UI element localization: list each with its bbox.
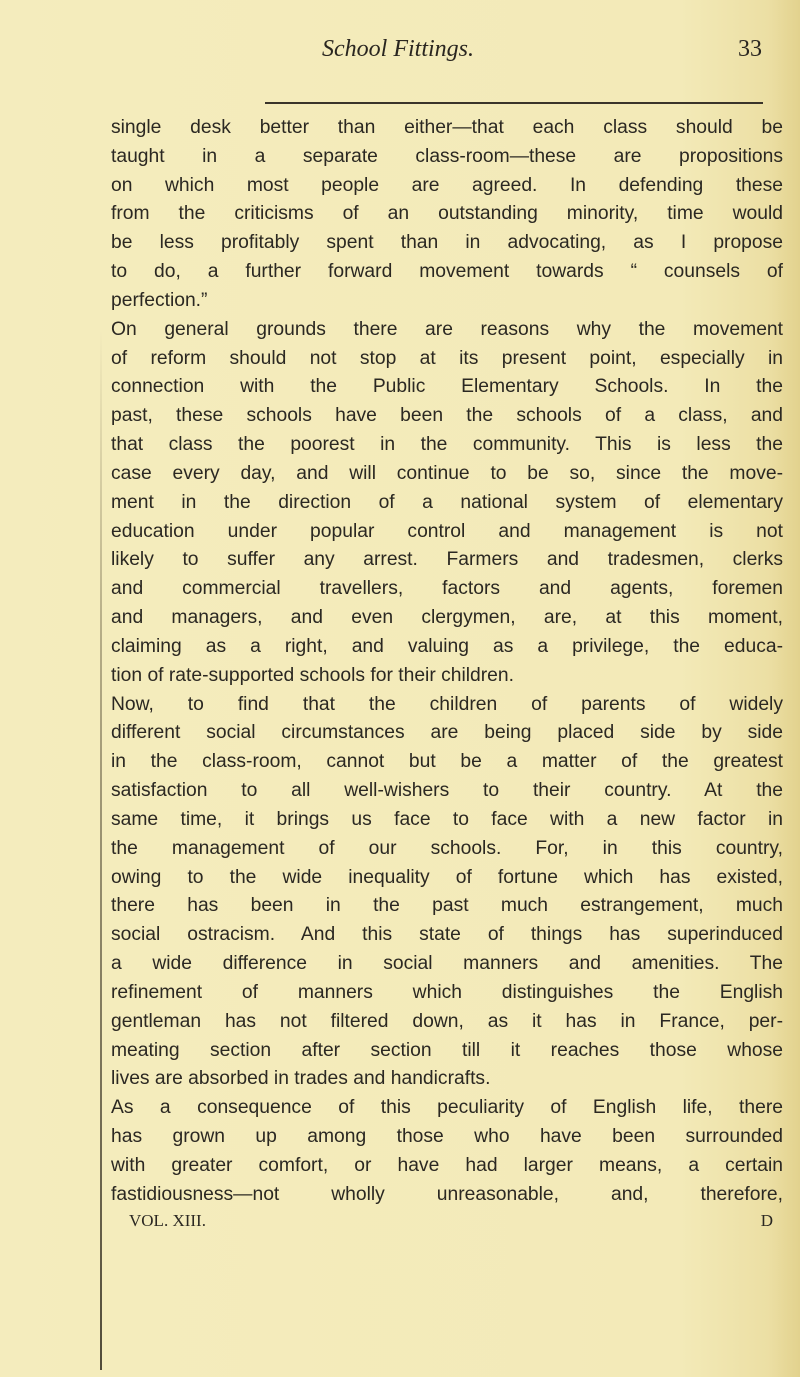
text-line: a wide difference in social manners and amenities. The [111, 953, 783, 975]
text-line: claiming as a right, and valuing as a privilege, the educa- [111, 635, 783, 657]
text-line: of reform should not stop at its present point, especially in [111, 347, 783, 369]
text-line: has grown up among those who have been surrounded [111, 1125, 783, 1147]
text-line: on which most people are agreed. In defending these [111, 174, 783, 196]
text-line: fastidiousness—not wholly unreasonable, and, therefore, [111, 1183, 783, 1205]
text-line: with greater comfort, or have had larger means, a certain [111, 1154, 783, 1176]
page-number: 33 [738, 36, 762, 62]
text-line: and commercial travellers, factors and agents, foremen [111, 578, 783, 600]
text-line: education under popular control and management is not [111, 520, 783, 542]
text-line: case every day, and will continue to be so, since the move- [111, 462, 783, 484]
body-text [111, 114, 783, 1209]
text-line: Now, to find that the children of parents of widely [111, 693, 783, 715]
text-line: single desk better than either—that each class should be [111, 117, 783, 138]
text-line: lives are absorbed in trades and handicrafts. [111, 1068, 491, 1090]
text-line: to do, a further forward movement towards “ counsels of [111, 261, 783, 283]
text-line: past, these schools have been the schools of a class, and [111, 405, 783, 427]
text-line: same time, it brings us face to face with a new factor in [111, 808, 783, 830]
text-line: On general grounds there are reasons why the movement [111, 318, 783, 340]
signature-mark: D [760, 1211, 773, 1230]
running-title: School Fittings. [322, 36, 474, 62]
volume-label: VOL. XIII. [129, 1211, 206, 1230]
text-line: be less profitably spent than in advocating, as I propose [111, 232, 783, 254]
text-line: likely to suffer any arrest. Farmers and tradesmen, clerks [111, 549, 783, 571]
text-line: perfection.” [111, 289, 208, 311]
text-line: social ostracism. And this state of things has superinduced [111, 924, 783, 946]
text-line: there has been in the past much estrangement, much [111, 895, 783, 917]
text-line: gentleman has not filtered down, as it has in France, per- [111, 1010, 783, 1032]
text-line: from the criticisms of an outstanding minority, time would [111, 203, 783, 225]
text-line: in the class-room, cannot but be a matter of the greatest [111, 751, 783, 773]
header-rule [265, 102, 763, 104]
text-line: that class the poorest in the community. This is less the [111, 434, 783, 456]
text-line: different social circumstances are being placed side by side [111, 722, 783, 744]
page-gutter-shadow [100, 330, 102, 1370]
text-line: satisfaction to all well-wishers to their country. At the [111, 780, 783, 802]
text-line: refinement of manners which distinguishes the English [111, 981, 783, 1003]
text-line: As a consequence of this peculiarity of English life, there [111, 1097, 783, 1119]
text-line: owing to the wide inequality of fortune which has existed, [111, 866, 783, 888]
text-line: ment in the direction of a national system of elementary [111, 491, 783, 513]
text-line: the management of our schools. For, in this country, [111, 837, 783, 859]
text-line: tion of rate-supported schools for their children. [111, 664, 514, 686]
text-line: taught in a separate class-room—these are propositions [111, 145, 783, 167]
text-line: connection with the Public Elementary Schools. In the [111, 376, 783, 398]
page-header [0, 32, 800, 72]
text-line: and managers, and even clergymen, are, at this moment, [111, 607, 783, 629]
text-line: meating section after section till it reaches those whose [111, 1039, 783, 1061]
